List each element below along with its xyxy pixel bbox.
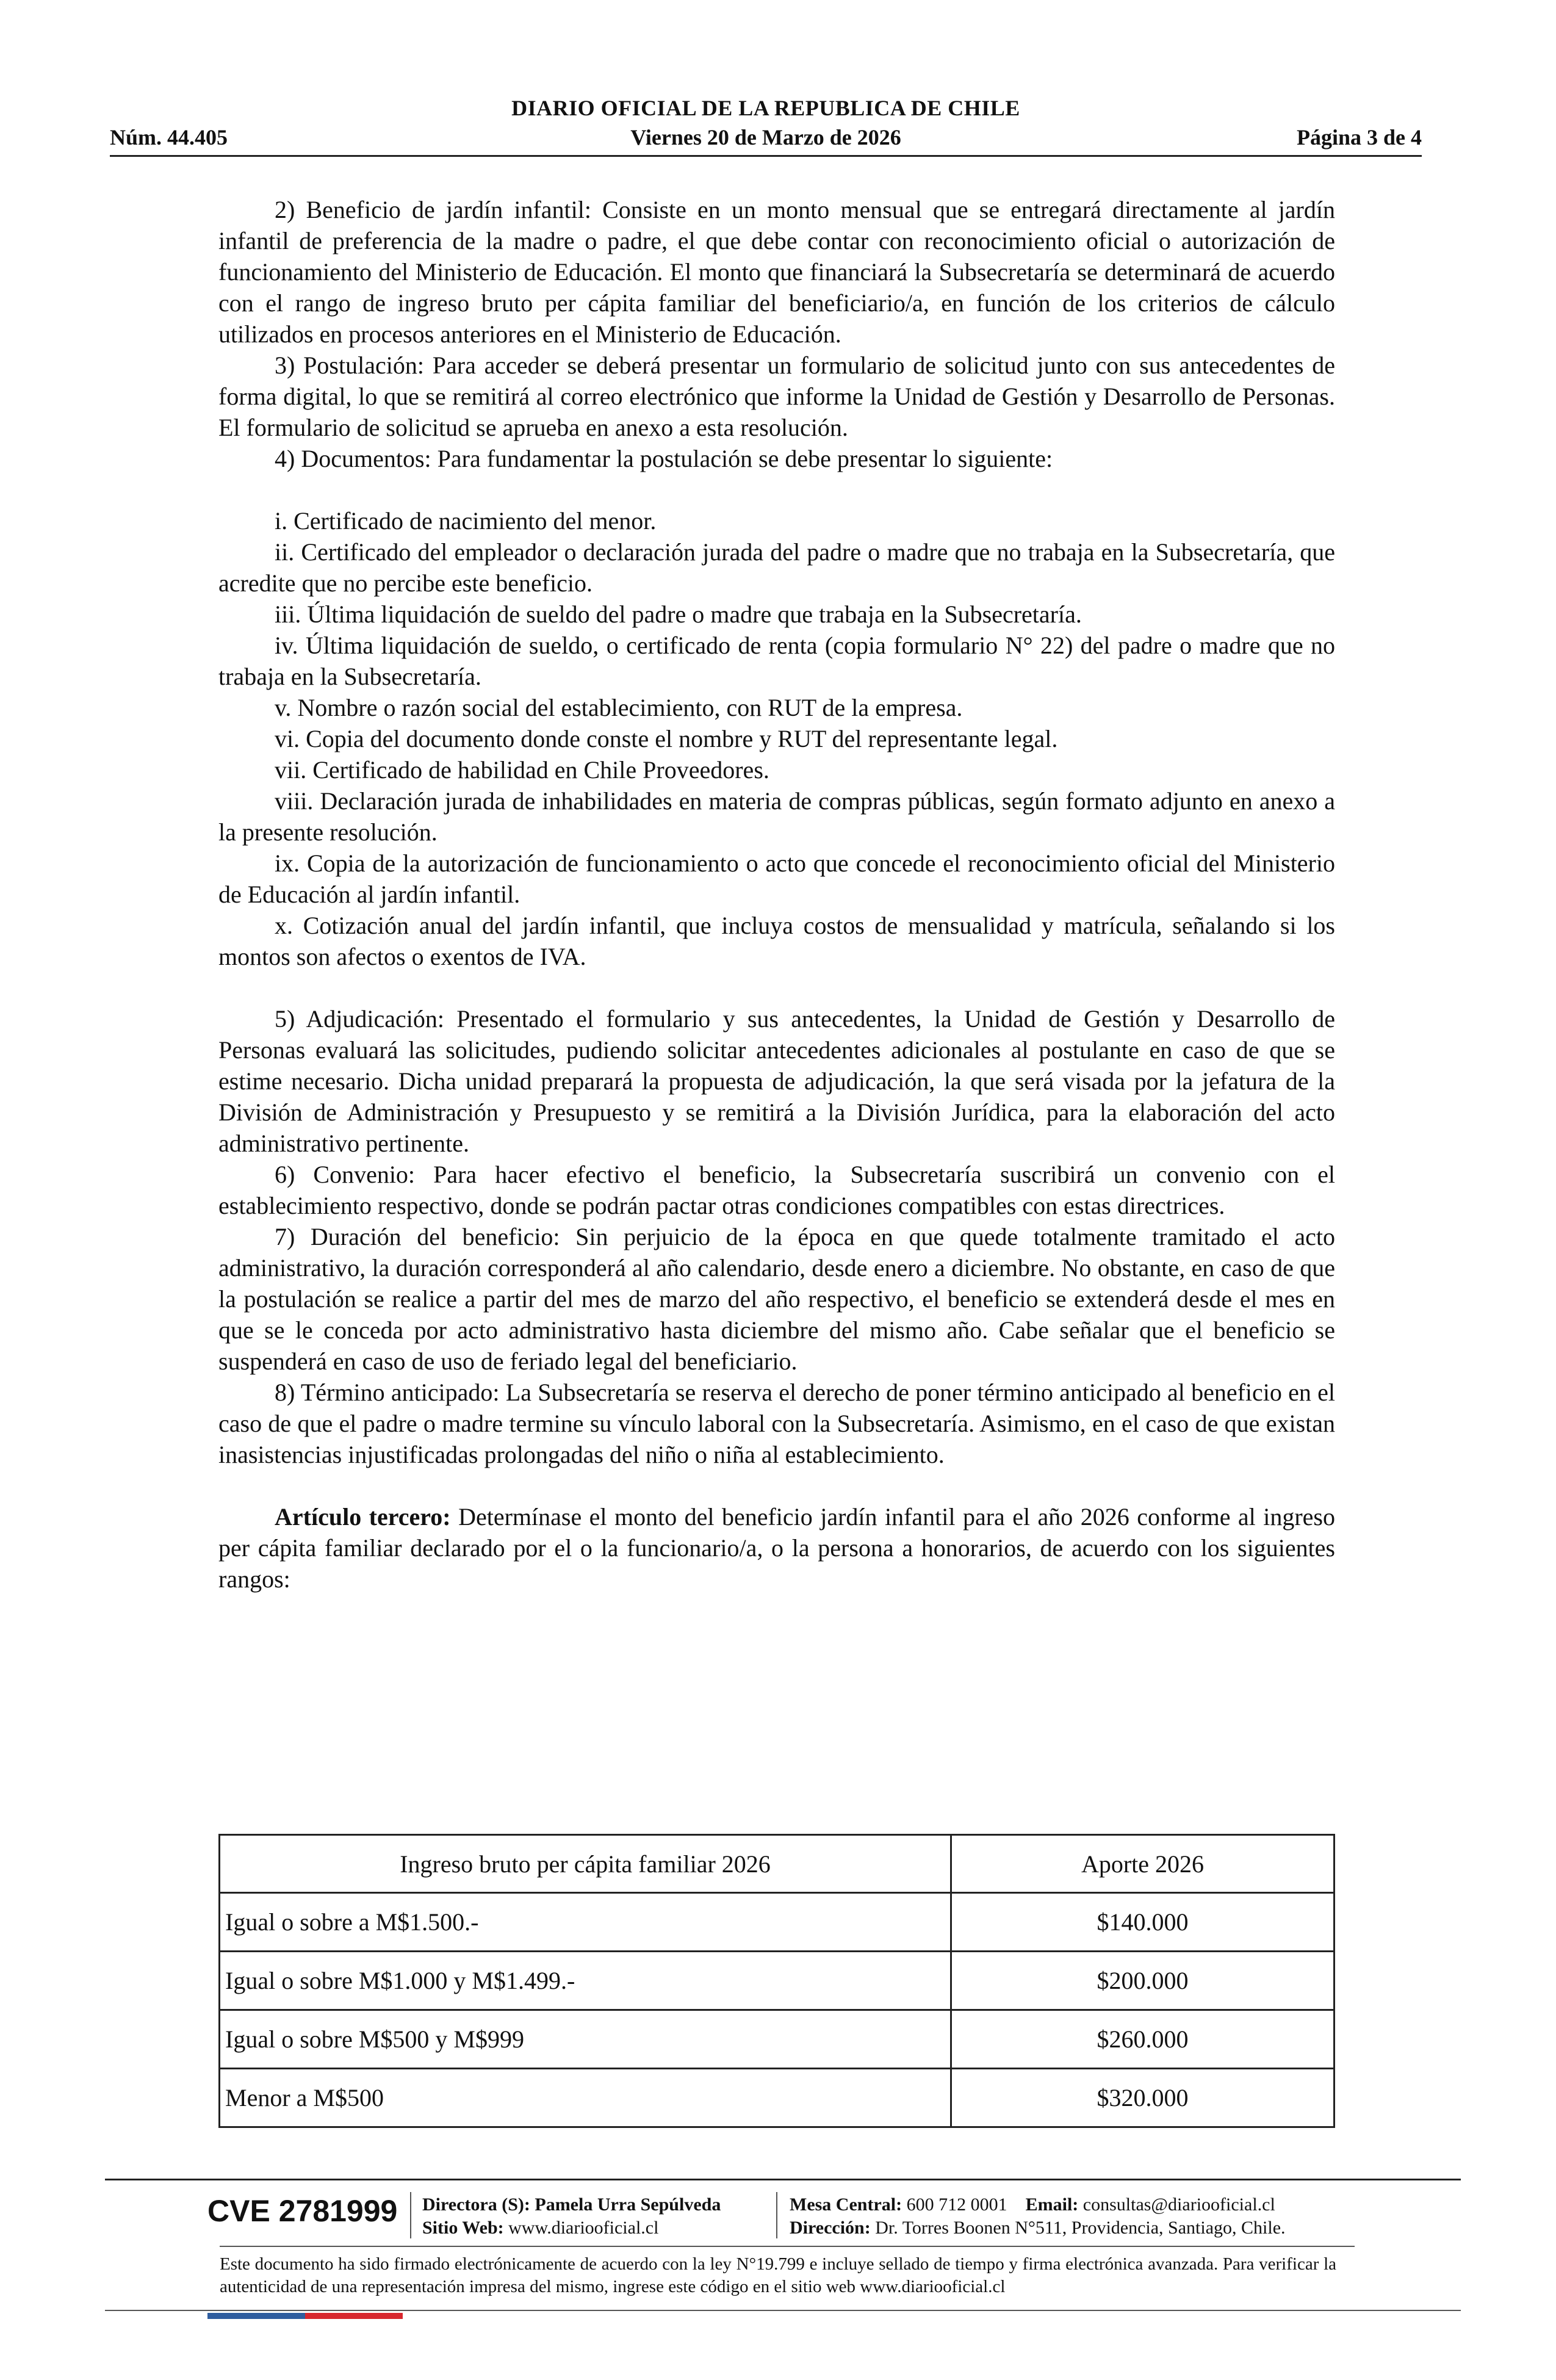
page-header [110,92,1422,160]
table-row [220,1952,1334,2010]
phone-value: 600 712 0001 [906,2194,1007,2215]
contribution-cell: $200.000 [951,1952,1334,2010]
footer-editorial [422,2193,721,2240]
document-body [218,194,1335,1595]
email-link[interactable]: consultas@diariooficial.cl [1082,2194,1275,2215]
income-range-cell: Igual o sobre M$1.000 y M$1.499.- [220,1952,951,2010]
income-range-cell: Menor a M$500 [220,2069,951,2127]
publication-title: DIARIO OFICIAL DE LA REPUBLICA DE CHILE [511,96,1020,120]
phone-label: Mesa Central: [790,2194,902,2215]
footer-bottom-divider [105,2310,1461,2311]
doc-item-4: iv. Última liquidación de sueldo, o certificado de renta (copia formulario N° 22) del padre o madre que no trabaja en la Subsecretaría. [218,632,1335,690]
footer-contact [790,2193,1286,2240]
website-link[interactable]: www.diariooficial.cl [508,2218,659,2238]
header-meta-row [110,124,1422,153]
doc-item-1: i. Certificado de nacimiento del menor. [275,507,657,535]
doc-item-6: vi. Copia del documento donde conste el nombre y RUT del representante legal. [275,725,1058,752]
article-text: Determínase el monto del beneficio jardín infantil para el año 2026 conforme al ingreso per cápita familiar declarado por el o la funcionario/a, o la persona a honorarios, de acuerdo con los siguientes rangos: [218,1503,1335,1593]
article-label: Artículo tercero: [275,1503,451,1531]
table-row [220,2010,1334,2069]
spacer [218,474,1335,505]
page-indicator: Página 3 de 4 [1296,125,1422,150]
doc-item-8: viii. Declaración jurada de inhabilidades en materia de compras públicas, según formato adjunto en anexo a la presente resolución. [218,787,1335,846]
table-header-row [220,1835,1334,1893]
article-third [218,1501,1335,1595]
flag-red-segment [305,2313,403,2319]
footer-divider [105,2179,1461,2180]
electronic-signature-note: Este documento ha sido firmado electrónicamente de acuerdo con la ley N°19.799 e incluye sellado de tiempo y firma electrónica avanzada. Para verificar la autenticidad de una representación impresa del mismo, ingrese este código en el sitio web www.diariooficial.cl [220,2254,1336,2296]
director-name: Directora (S): Pamela Urra Sepúlveda [422,2194,721,2215]
paragraph-kindergarten-benefit: 2) Beneficio de jardín infantil: Consiste en un monto mensual que se entregará directamente al jardín infantil de preferencia de la madre o padre, el que debe contar con reconocimiento oficial o autorización de funcionamiento del Ministerio de Educación. El monto que financiará la Subsecretaría se determinará de acuerdo con el rango de ingreso bruto per cápita familiar del beneficiario/a, en función de los criterios de cálculo utilizados en procesos anteriores en el Ministerio de Educación. [218,196,1335,348]
website-label: Sitio Web: [422,2218,504,2238]
issue-date: Viernes 20 de Marzo de 2026 [630,125,901,150]
address-label: Dirección: [790,2218,871,2238]
email-label: Email: [1025,2194,1079,2215]
header-divider [110,155,1422,157]
paragraph-documents: 4) Documentos: Para fundamentar la postulación se debe presentar lo siguiente: [275,445,1053,472]
income-range-cell: Igual o sobre a M$1.500.- [220,1893,951,1952]
doc-item-10: x. Cotización anual del jardín infantil, que incluya costos de mensualidad y matrícula, señalando si los montos son afectos o exentos de IVA. [218,912,1335,970]
paragraph-early-termination: 8) Término anticipado: La Subsecretaría se reserva el derecho de poner término anticipado al beneficio en el caso de que el padre o madre termine su vínculo laboral con la Subsecretaría. Asimismo, en el caso de que existan inasistencias injustificadas prolongadas del niño o niña al establecimiento. [218,1379,1335,1468]
column-header-income: Ingreso bruto per cápita familiar 2026 [220,1835,951,1893]
paragraph-duration: 7) Duración del beneficio: Sin perjuicio de la época en que quede totalmente tramitado el acto administrativo, la duración corresponderá al año calendario, desde enero a diciembre. No obstante, en caso de que la postulación se realice a partir del mes de marzo del año respectivo, el beneficio se extenderá desde el mes en que se le conceda por acto administrativo hasta diciembre del mismo año. Cabe señalar que el beneficio se suspenderá en caso de uso de feriado legal del beneficiario. [218,1223,1335,1375]
footer-note-divider [220,2246,1355,2247]
spacer [218,1470,1335,1501]
spacer [218,972,1335,1003]
column-header-contribution: Aporte 2026 [951,1835,1334,1893]
paragraph-application: 3) Postulación: Para acceder se deberá presentar un formulario de solicitud junto con sus antecedentes de forma digital, lo que se remitirá al correo electrónico que informe la Unidad de Gestión y Desarrollo de Personas. El formulario de solicitud se aprueba en anexo a esta resolución. [218,352,1335,441]
contribution-cell: $320.000 [951,2069,1334,2127]
doc-item-7: vii. Certificado de habilidad en Chile Proveedores. [275,756,769,784]
doc-item-9: ix. Copia de la autorización de funcionamiento o acto que concede el reconocimiento oficial del Ministerio de Educación al jardín infantil. [218,849,1335,908]
income-ranges-table [218,1834,1335,2128]
paragraph-adjudication: 5) Adjudicación: Presentado el formulario y sus antecedentes, la Unidad de Gestión y Desarrollo de Personas evaluará las solicitudes, pudiendo solicitar antecedentes adicionales al postulante en caso de que se estime necesario. Dicha unidad preparará la propuesta de adjudicación, la que será visada por la jefatura de la División de Administración y Presupuesto y se remitirá a la División Jurídica, para la elaboración del acto administrativo pertinente. [218,1005,1335,1157]
income-range-cell: Igual o sobre M$500 y M$999 [220,2010,951,2069]
table-row [220,1893,1334,1952]
doc-item-5: v. Nombre o razón social del establecimiento, con RUT de la empresa. [275,694,963,721]
footer-separator [776,2192,777,2238]
paragraph-agreement: 6) Convenio: Para hacer efectivo el beneficio, la Subsecretaría suscribirá un convenio con el establecimiento respectivo, donde se podrán pactar otras condiciones compatibles con estas directrices. [218,1161,1335,1219]
table-row [220,2069,1334,2127]
issue-number: Núm. 44.405 [110,125,228,150]
cve-code: CVE 2781999 [207,2194,398,2228]
footer-separator [410,2192,411,2238]
address-value: Dr. Torres Boonen N°511, Providencia, Santiago, Chile. [875,2218,1286,2238]
contribution-cell: $260.000 [951,2010,1334,2069]
doc-item-2: ii. Certificado del empleador o declaración jurada del padre o madre que no trabaja en la Subsecretaría, que acredite que no percibe este beneficio. [218,538,1335,597]
contribution-cell: $140.000 [951,1893,1334,1952]
doc-item-3: iii. Última liquidación de sueldo del padre o madre que trabaja en la Subsecretaría. [275,600,1082,628]
flag-blue-segment [207,2313,305,2319]
